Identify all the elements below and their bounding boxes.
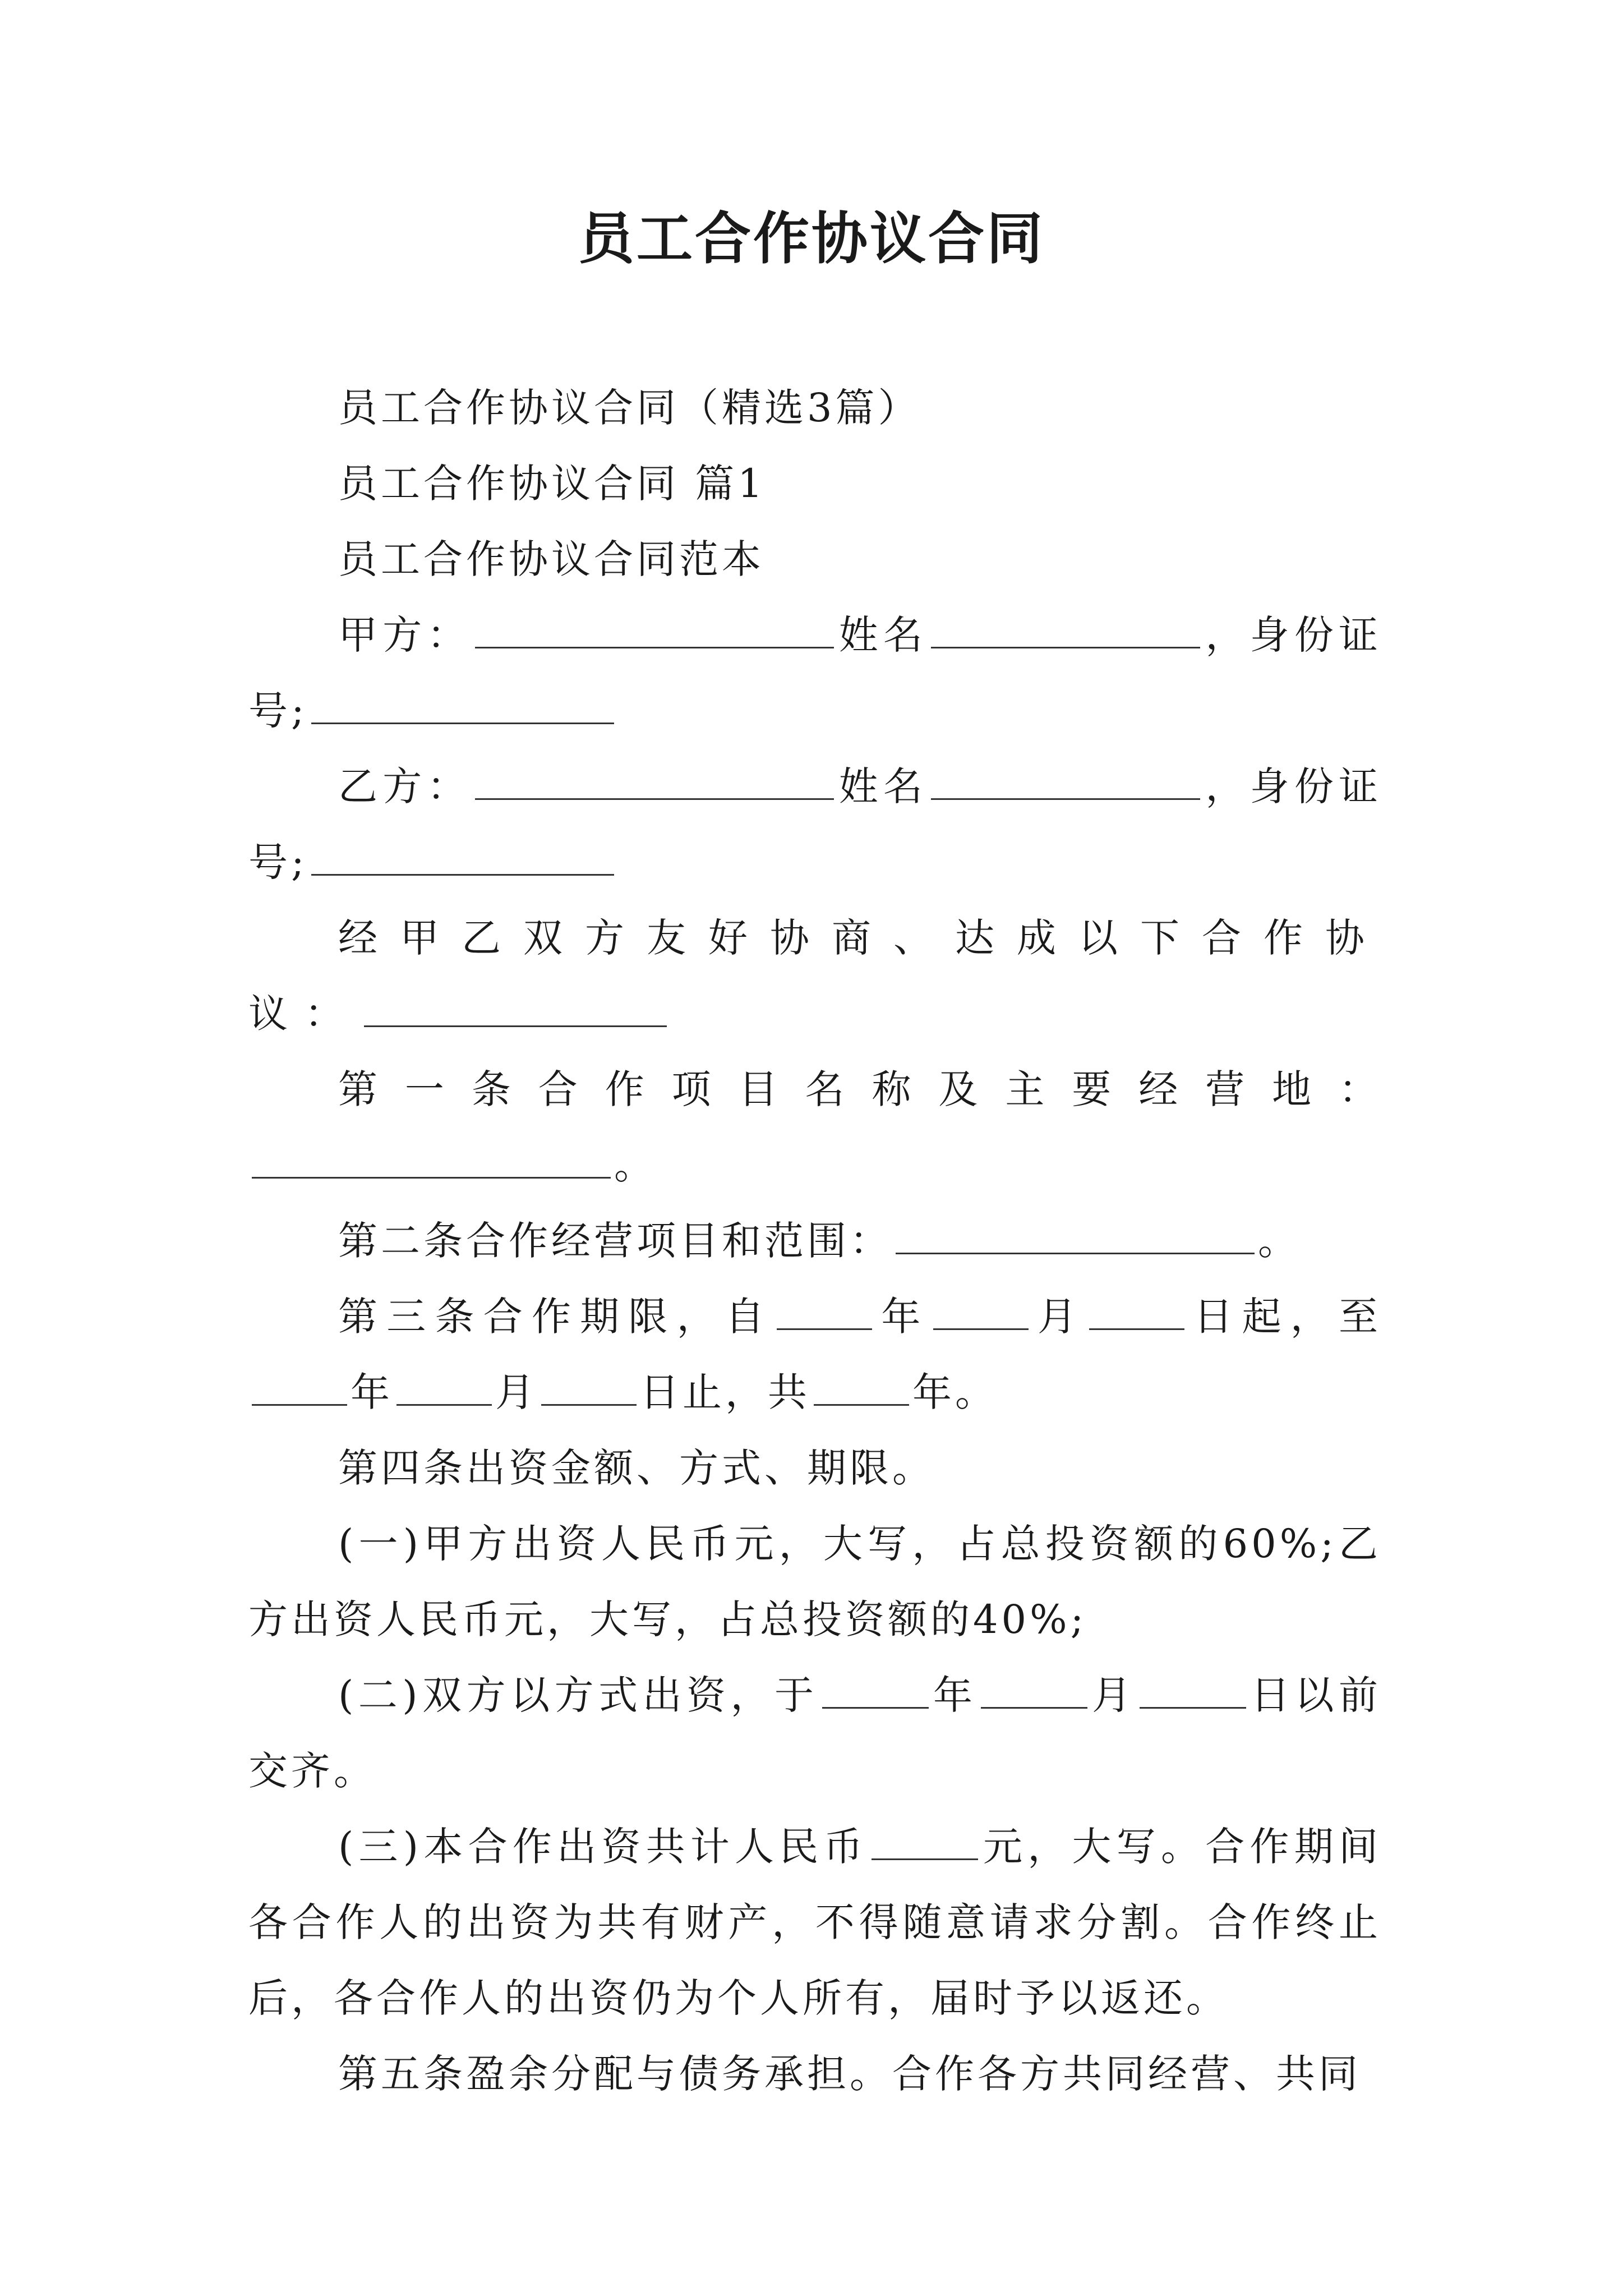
party-b-name-blank — [931, 766, 1200, 800]
article-3-month2-blank — [396, 1372, 492, 1406]
party-b-label: 乙方： — [338, 763, 472, 809]
party-a-line — [248, 597, 1381, 749]
article-4-clause-2-year: 年 — [932, 1672, 978, 1718]
party-a-label: 甲方： — [338, 612, 472, 658]
article-3-month2: 月 — [495, 1369, 538, 1415]
article-3-end: 年。 — [912, 1369, 998, 1415]
article-1-blank — [252, 1144, 611, 1179]
paragraph-section-title: 员工合作协议合同 篇1 — [338, 461, 766, 507]
party-b-line — [248, 749, 1381, 900]
article-4-clause-2 — [248, 1658, 1381, 1809]
article-3-from: 日起，至 — [1188, 1294, 1382, 1340]
article-3-total-blank — [814, 1372, 909, 1406]
article-2-end: 。 — [1258, 1218, 1301, 1264]
party-b-id-blank — [311, 841, 614, 876]
article-4-clause-3-text: (三)本合作出资共计人民币 — [338, 1824, 868, 1870]
agreement-intro — [248, 900, 1381, 1052]
article-4: 第四条出资金额、方式、期限。 — [338, 1445, 935, 1491]
article-3-year: 年 — [875, 1294, 930, 1340]
article-3-year2: 年 — [351, 1369, 393, 1415]
article-3-year2-blank — [252, 1372, 347, 1406]
article-4-clause-2-end: 日以前交齐。 — [248, 1672, 1382, 1794]
article-3-to: 日止，共 — [640, 1369, 810, 1415]
party-a-name-label: 姓名 — [837, 612, 928, 658]
article-3 — [248, 1279, 1381, 1430]
article-1 — [248, 1052, 1381, 1203]
party-a-name-blank — [931, 614, 1200, 648]
agreement-intro-blank — [364, 993, 667, 1027]
article-4-clause-3-rest: 元，大写。合作期间各合作人的出资为共有财产，不得随意请求分割。合作终止后，各合作人的出资仍为个人所有，届时予以返还。 — [248, 1824, 1381, 2021]
article-3-month: 月 — [1031, 1294, 1086, 1340]
article-2 — [248, 1203, 1381, 1279]
article-1-end: 。 — [614, 1142, 657, 1188]
article-4-clause-3 — [248, 1809, 1381, 2036]
document-body — [248, 370, 1381, 2112]
article-2-text: 第二条合作经营项目和范围： — [338, 1218, 892, 1264]
article-4-clause-3-blank — [872, 1826, 978, 1860]
article-3-day2-blank — [541, 1372, 637, 1406]
article-3-year-blank — [777, 1296, 872, 1330]
article-4-clause-2-month: 月 — [1090, 1672, 1136, 1718]
article-2-blank — [896, 1220, 1255, 1254]
paragraph-template-title: 员工合作协议合同范本 — [338, 536, 764, 582]
article-4-clause-2-day-blank — [1140, 1674, 1246, 1709]
party-a-blank — [475, 614, 834, 648]
article-4-clause-2-year-blank — [822, 1674, 929, 1709]
document-title: 员工合作协议合同 — [578, 205, 1045, 272]
article-3-month-blank — [933, 1296, 1029, 1330]
article-4-clause-2-month-blank — [981, 1674, 1087, 1709]
article-4-clause-2-text: (二)双方以方式出资，于 — [338, 1672, 819, 1718]
party-b-name-label: 姓名 — [837, 763, 928, 809]
party-b-id-label: ，身份证号; — [248, 763, 1382, 885]
article-3-day-blank — [1089, 1296, 1184, 1330]
article-5: 第五条盈余分配与债务承担。合作各方共同经营、共同 — [338, 2051, 1361, 2097]
agreement-intro-text: 经甲乙双方友好协商、达成以下合作协议： — [248, 915, 1381, 1037]
article-1-text: 第一条合作项目名称及主要经营地： — [338, 1066, 1381, 1112]
party-a-id-blank — [311, 690, 614, 724]
party-b-blank — [475, 766, 834, 800]
article-4-clause-1: (一)甲方出资人民币元，大写，占总投资额的60%;乙方出资人民币元，大写，占总投资额的40%; — [248, 1521, 1381, 1642]
paragraph-heading: 员工合作协议合同（精选3篇） — [338, 385, 921, 431]
party-a-id-label: ，身份证号; — [248, 612, 1382, 734]
article-3-text: 第三条合作期限，自 — [338, 1294, 774, 1340]
